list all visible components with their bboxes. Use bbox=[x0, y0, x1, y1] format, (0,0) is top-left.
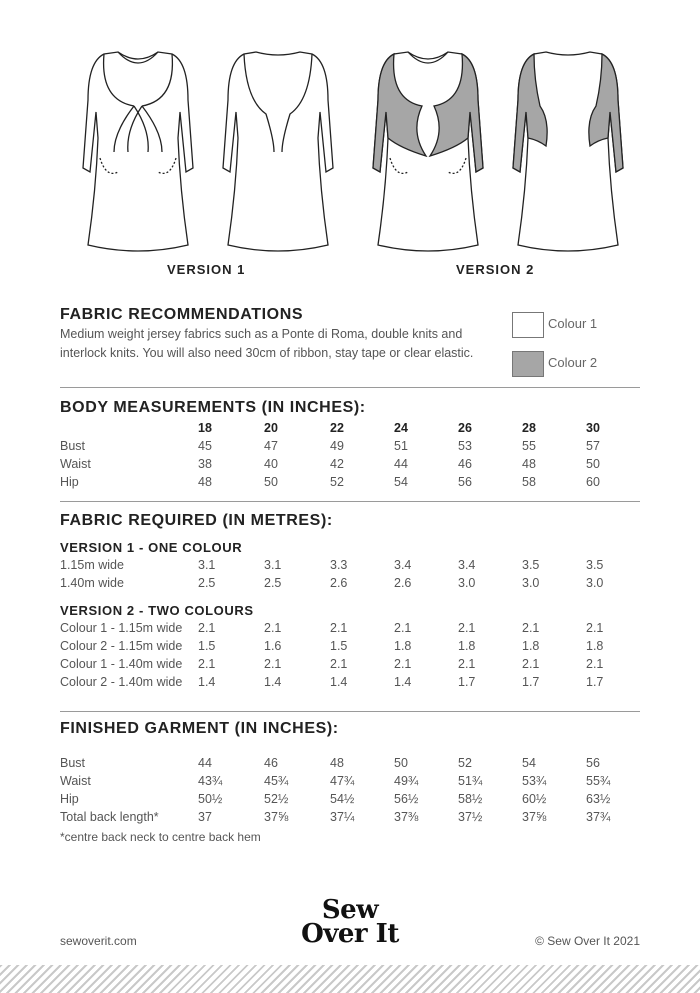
copyright: © Sew Over It 2021 bbox=[535, 934, 640, 948]
fabric-recommendations-text: Medium weight jersey fabrics such as a Ponte di Roma, double knits and interlock knits. You will also need 30cm of ribbon, stay tape or clear elastic. bbox=[60, 327, 474, 360]
v2-front-dress bbox=[373, 52, 483, 251]
v1-front-dress bbox=[83, 52, 193, 251]
table-row: Colour 2 - 1.40m wide 1.4 1.4 1.4 1.4 1.7 1.7 1.7 bbox=[60, 675, 604, 689]
size-header: 18 bbox=[198, 421, 212, 435]
version2-label: VERSION 2 bbox=[456, 262, 535, 277]
size-header: 30 bbox=[586, 421, 600, 435]
fabric-required-title: FABRIC REQUIRED (IN METRES): bbox=[60, 512, 333, 529]
version1-label: VERSION 1 bbox=[167, 262, 246, 277]
size-header: 28 bbox=[522, 421, 536, 435]
table-row: Colour 2 - 1.15m wide 1.5 1.6 1.5 1.8 1.8 1.8 1.8 bbox=[60, 639, 604, 653]
table-row: Bust 45 47 49 51 53 55 57 bbox=[60, 439, 600, 453]
version2-two-colours-title: VERSION 2 - TWO COLOURS bbox=[60, 603, 254, 618]
table-row: Total back length* 37 37⅝ 37¼ 37⅜ 37½ 37⅝ 37¾ bbox=[60, 810, 611, 824]
colour2-label: Colour 2 bbox=[548, 355, 598, 370]
divider bbox=[60, 501, 640, 502]
sew-over-it-logo: Sew Over It bbox=[301, 895, 399, 949]
table-row: Hip 50½ 52½ 54½ 56½ 58½ 60½ 63½ bbox=[60, 792, 611, 806]
divider bbox=[60, 711, 640, 712]
version1-one-colour-title: VERSION 1 - ONE COLOUR bbox=[60, 540, 243, 555]
body-measurements-table bbox=[60, 419, 626, 491]
size-header-row bbox=[60, 419, 626, 437]
colour2-swatch bbox=[512, 351, 544, 377]
size-header: 26 bbox=[458, 421, 472, 435]
table-row: Colour 1 - 1.15m wide 2.1 2.1 2.1 2.1 2.1 2.1 2.1 bbox=[60, 621, 604, 635]
v2-back-dress bbox=[513, 52, 623, 251]
dress-illustrations bbox=[60, 40, 660, 270]
table-row: Waist 43¾ 45¾ 47¾ 49¾ 51¾ 53¾ 55¾ bbox=[60, 774, 611, 788]
table-row: Bust 44 46 48 50 52 54 56 bbox=[60, 756, 600, 770]
table-row: Waist 38 40 42 44 46 48 50 bbox=[60, 457, 600, 471]
hatched-footer-band bbox=[0, 965, 700, 993]
colour1-swatch bbox=[512, 312, 544, 338]
fabric-v2-table bbox=[60, 619, 626, 691]
colour1-label: Colour 1 bbox=[548, 316, 598, 331]
fabric-recommendations-title: FABRIC RECOMMENDATIONS bbox=[60, 306, 304, 323]
divider bbox=[60, 387, 640, 388]
body-measurements-title: BODY MEASUREMENTS (IN INCHES): bbox=[60, 399, 366, 416]
table-row: Hip 48 50 52 54 56 58 60 bbox=[60, 475, 600, 489]
fabric-v1-table bbox=[60, 556, 626, 592]
size-header: 20 bbox=[264, 421, 278, 435]
footnote: *centre back neck to centre back hem bbox=[60, 830, 261, 844]
finished-garment-table bbox=[60, 754, 626, 826]
size-header: 24 bbox=[394, 421, 408, 435]
website-link[interactable]: sewoverit.com bbox=[60, 934, 137, 948]
table-row: 1.15m wide 3.1 3.1 3.3 3.4 3.4 3.5 3.5 bbox=[60, 558, 604, 572]
size-header: 22 bbox=[330, 421, 344, 435]
v1-back-dress bbox=[223, 52, 333, 251]
table-row: Colour 1 - 1.40m wide 2.1 2.1 2.1 2.1 2.1 2.1 2.1 bbox=[60, 657, 604, 671]
finished-garment-title: FINISHED GARMENT (IN INCHES): bbox=[60, 720, 339, 737]
table-row: 1.40m wide 2.5 2.5 2.6 2.6 3.0 3.0 3.0 bbox=[60, 576, 604, 590]
